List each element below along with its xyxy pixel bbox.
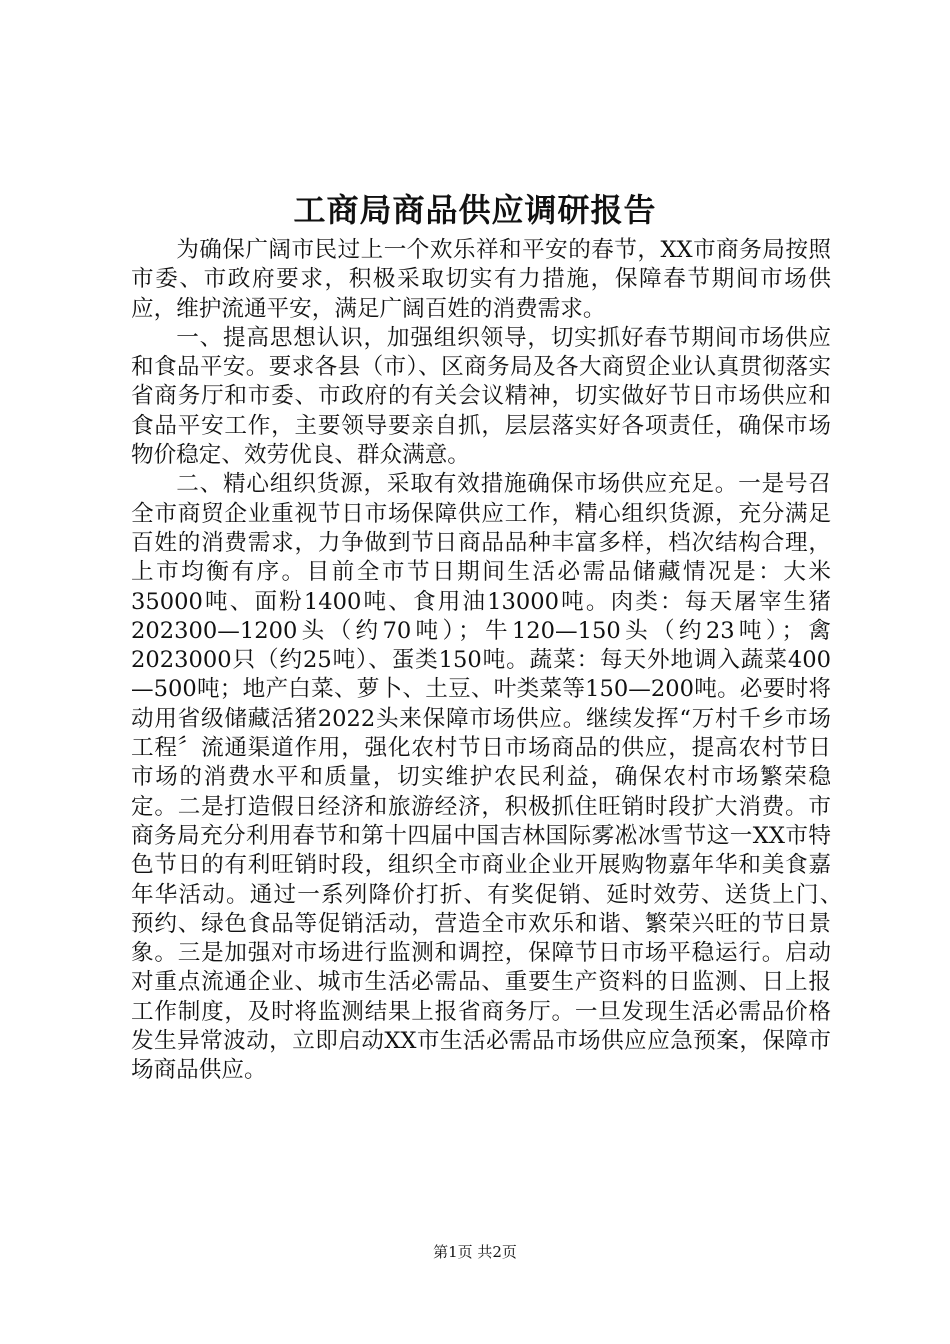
document-title: 工商局商品供应调研报告	[293, 191, 657, 229]
paragraph-intro: 为确保广阔市民过上一个欢乐祥和平安的春节，XX市商务局按照市委、市政府要求，积极采取切实有力措施，保障春节期间市场供应，维护流通平安，满足广阔百姓的消费需求。	[131, 237, 831, 322]
paragraph-section-one: 一、提高思想认识，加强组织领导，切实抓好春节期间市场供应和食品平安。要求各县（市）、区商务局及各大商贸企业认真贯彻落实省商务厅和市委、市政府的有关会议精神，切实做好节日市场供应和食品平安工作，主要领导要亲自抓，层层落实好各项责任，确保市场物价稳定、效劳优良、群众满意。	[131, 324, 831, 469]
document-body	[131, 236, 877, 1086]
page-number-footer: 第1页 共2页	[433, 1243, 517, 1261]
paragraph-section-two: 二、精心组织货源，采取有效措施确保市场供应充足。一是号召全市商贸企业重视节日市场保障供应工作，精心组织货源，充分满足百姓的消费需求，力争做到节日商品品种丰富多样，档次结构合理，上市均衡有序。目前全市节日期间生活必需品储藏情况是：大米35000吨、面粉1400吨、食用油13000吨。肉类：每天屠宰生猪202300—1200头（约70吨）；牛120—150头（约23吨）；禽2023000只（约25吨）、蛋类150吨。蔬菜：每天外地调入蔬菜400—500吨；地产白菜、萝卜、土豆、叶类菜等150—200吨。必要时将动用省级储藏活猪2022头来保障市场供应。继续发挥“万村千乡市场工程〞流通渠道作用，强化农村节日市场商品的供应，提高农村节日市场的消费水平和质量，切实维护农民利益，确保农村市场繁荣稳定。二是打造假日经济和旅游经济，积极抓住旺销时段扩大消费。市商务局充分利用春节和第十四届中国吉林国际雾凇冰雪节这一XX市特色节日的有利旺销时段，组织全市商业企业开展购物嘉年华和美食嘉年华活动。通过一系列降价打折、有奖促销、延时效劳、送货上门、 预约、绿色食品等促销活动，营造全市欢乐和谐、繁荣兴旺的节日景象。三是加强对市场进行监测和调控，保障节日市场平稳运行。启动对重点流通企业、城市生活必需品、重要生产资料的日监测、日上报工作制度，及时将监测结果上报省商务厅。一旦发现生活必需品价格发生异常波动，立即启动XX市生活必需品市场供应应急预案，保障市场商品供应。	[131, 471, 877, 1084]
